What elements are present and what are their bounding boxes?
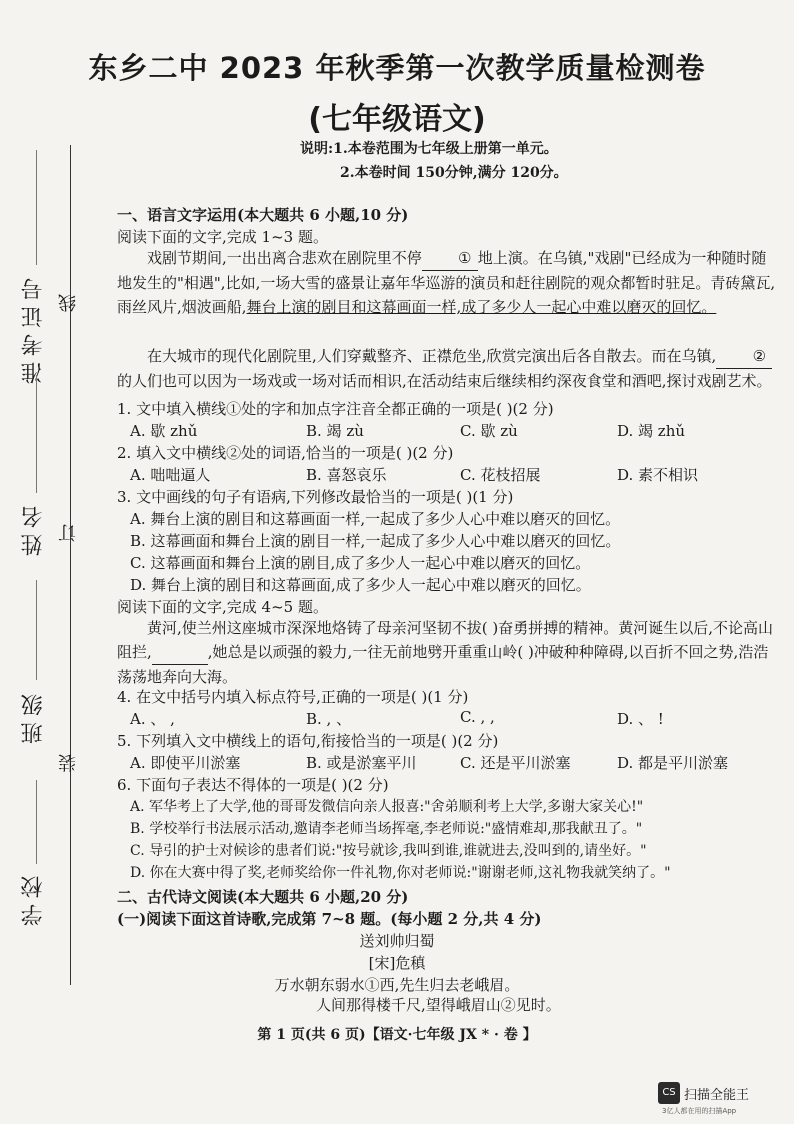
passage-3-part-b: ,她总是以顽强的毅力,一往无前地劈开重重山岭( )冲破种种障碍,以百折不回之势,浩浩荡荡地奔向大海。 [117,643,769,686]
blank-2: ② [716,344,772,369]
passage-1-part-b: 地上演。在乌镇,"戏剧"已经成为一种随时随地发生的"相遇",比如,一场大雪的盛景让嘉年华巡游的演员和赶往剧院的观众都暂时驻足。青砖黛瓦,雨丝风片,烟波画船, [117,249,776,316]
poem-author: [宋]危稹 [368,954,426,972]
question-4: 4. 在文中括号内填入标点符号,正确的一项是( )(1 分) [117,688,469,706]
name-label: 姓名 [21,500,46,556]
exam-title: 东乡二中 2023 年秋季第一次教学质量检测卷 [88,51,706,85]
q2-option-b: B. 喜怒哀乐 [306,466,387,484]
exam-id-label: 准考证号 [21,272,46,384]
q1-option-a: A. 歇 zhǔ [130,422,198,440]
poem-line-2: 人间那得楼千尺,望得峨眉山②见时。 [316,996,561,1014]
scanner-watermark [658,1080,778,1118]
passage-2-part-a: 在大城市的现代化剧院里,人们穿戴整齐、正襟危坐,欣赏完演出后各自散去。而在乌镇, [147,347,717,365]
passage-1-part-a: 戏剧节期间,一出出离合悲欢在剧院里不停 [147,249,422,267]
q1-option-d: D. 竭 zhǔ [617,422,686,440]
q6-option-d: D. 你在大赛中得了奖,老师奖给你一件礼物,你对老师说:"谢谢老师,这礼物我就笑纳了。" [130,865,671,881]
poem-line-1: 万水朝东弱水①西,先生归去老峨眉。 [274,976,520,994]
passage-3-part-a: 黄河,使兰州这座城市深深地烙铸了母亲河坚韧不拔( )奋勇拼搏的精神。黄河诞生以后,不论高山阻拦, [117,619,774,661]
q1-option-b: B. 竭 zù [306,422,364,440]
class-label: 班级 [21,688,46,744]
q2-option-a: A. 咄咄逼人 [130,466,211,484]
q5-option-c: C. 还是平川淤塞 [460,754,571,772]
passage-3 [117,616,779,689]
q6-option-b: B. 学校举行书法展示活动,邀请李老师当场挥毫,李老师说:"盛情难却,那我献丑了。" [130,821,643,837]
q5-option-d: D. 都是平川淤塞 [617,754,729,772]
binding-ding-char: 订 [58,518,79,542]
q4-option-a: A. 、 , [130,710,175,728]
blank-1: ① [422,246,478,271]
question-2: 2. 填入文中横线②处的词语,恰当的一项是( )(2 分) [117,444,454,462]
school-field [36,780,37,864]
q6-option-a: A. 军华考上了大学,他的哥哥发微信向亲人报喜:"舍弟顺利考上大学,多谢大家关心!" [130,799,644,815]
exam-subtitle: (七年级语文) [308,102,486,137]
q1-option-c: C. 歇 zù [460,422,518,440]
passage-1 [117,246,779,319]
passage-2-part-b: 的人们也可以因为一场戏或一场对话而相识,在活动结束后继续相约深夜食堂和酒吧,探讨戏剧艺术。 [117,372,772,390]
q2-option-c: C. 花枝招展 [460,466,541,484]
blank-3 [152,640,208,665]
q2-option-d: D. 素不相识 [617,466,699,484]
class-field [36,580,37,680]
question-3: 3. 文中画线的句子有语病,下列修改最恰当的一项是( )(1 分) [117,488,514,506]
question-1: 1. 文中填入横线①处的字和加点字注音全都正确的一项是( )(2 分) [117,400,554,418]
q5-option-a: A. 即使平川淤塞 [130,754,241,772]
watermark-name: 扫描全能王 [684,1088,750,1103]
instructions-2: 2.本卷时间 150分钟,满分 120分。 [340,165,568,181]
exam-id-field [36,150,37,265]
binding-line [70,145,71,985]
instructions-1: 说明:1.本卷范围为七年级上册第一单元。 [300,141,558,157]
watermark-tagline: 3亿人都在用的扫描App [662,1107,737,1115]
q6-option-c: C. 导引的护士对候诊的患者们说:"按号就诊,我叫到谁,谁就进去,没叫到的,请坐好。" [130,843,647,859]
poem-title: 送刘帅归蜀 [359,932,435,950]
binding-line-char: 线 [58,288,79,312]
school-label: 学校 [21,870,46,926]
name-field [36,375,37,493]
q3-option-d: D. 舞台上演的剧目和这幕画面,成了多少人一起心中难以磨灭的回忆。 [130,576,591,594]
read-instruction-2: 阅读下面的文字,完成 4~5 题。 [117,598,328,616]
q4-option-c: C. , , [460,708,495,726]
cs-logo-icon: CS [658,1082,680,1104]
page-footer: 第 1 页(共 6 页)【语文·七年级 JX * · 卷 】 [257,1027,537,1043]
q3-option-a: A. 舞台上演的剧目和这幕画面一样,一起成了多少人心中难以磨灭的回忆。 [130,510,621,528]
binding-zhuang-char: 装 [58,748,79,772]
q5-option-b: B. 或是淤塞平川 [306,754,417,772]
section2-subheading: (一)阅读下面这首诗歌,完成第 7~8 题。(每小题 2 分,共 4 分) [117,910,542,928]
q4-option-b: B. , 、 [306,710,352,728]
section1-heading: 一、语言文字运用(本大题共 6 小题,10 分) [117,206,409,224]
passage-2 [117,344,779,393]
read-instruction-1: 阅读下面的文字,完成 1~3 题。 [117,228,328,246]
q4-option-d: D. 、 ! [617,710,664,728]
underlined-sentence: 舞台上演的剧目和这幕画面一样,成了多少人一起心中难以磨灭的回忆。 [246,298,717,316]
question-6: 6. 下面句子表达不得体的一项是( )(2 分) [117,776,389,794]
q3-option-c: C. 这幕画面和舞台上演的剧目,成了多少人一起心中难以磨灭的回忆。 [130,554,591,572]
question-5: 5. 下列填入文中横线上的语句,衔接恰当的一项是( )(2 分) [117,732,499,750]
q3-option-b: B. 这幕画面和舞台上演的剧目一样,一起成了多少人心中难以磨灭的回忆。 [130,532,621,550]
section2-heading: 二、古代诗文阅读(本大题共 6 小题,20 分) [117,888,409,906]
